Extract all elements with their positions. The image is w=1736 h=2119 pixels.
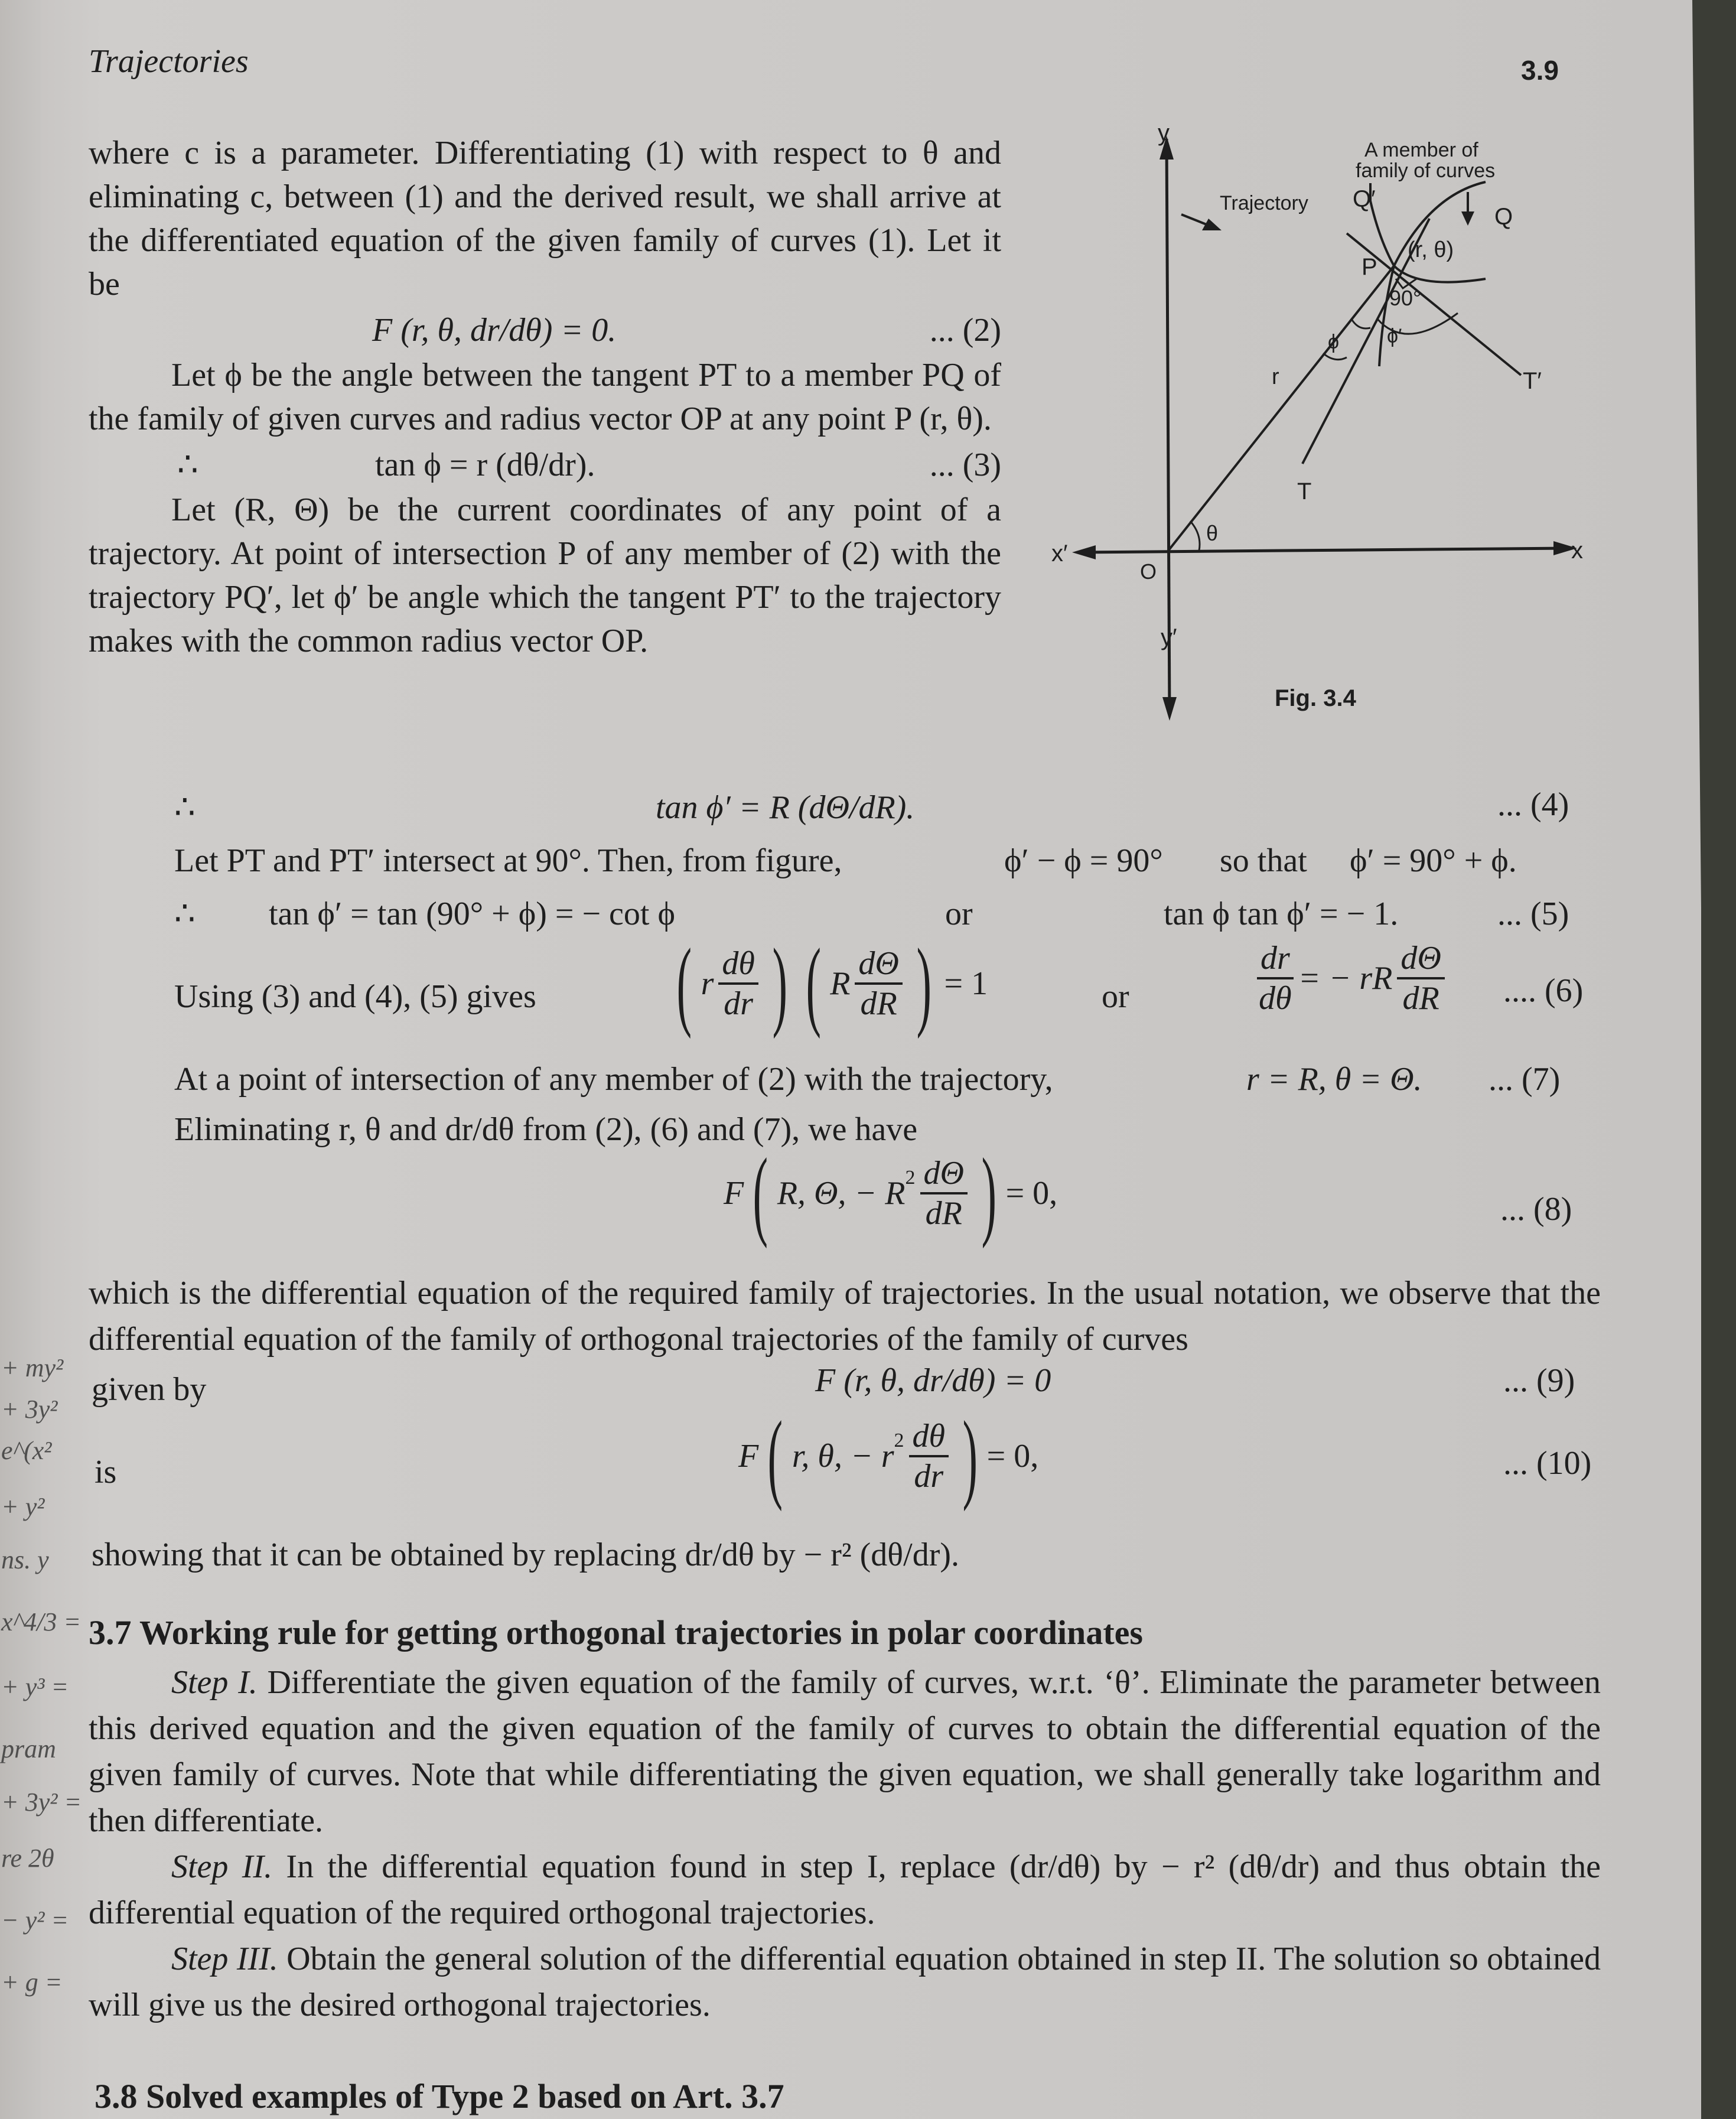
margin-note: − y² =: [1, 1906, 69, 1935]
equation-3: [89, 441, 1001, 488]
left-column: [89, 131, 1001, 663]
label-y: y: [1158, 124, 1170, 146]
paragraph-phi: Let ϕ be the angle between the tangent PT to a member PQ of the family of given curves and radius vector OP at any point P (r, θ).: [89, 357, 1001, 437]
member-pointer-icon: [1461, 211, 1474, 226]
equation-9-tag: ... (9): [1503, 1362, 1575, 1399]
margin-note: + 3y² =: [1, 1788, 82, 1817]
equation-8: F ( R, Θ, − R $^2$ $\frac{d\Theta}{dR}$ ) = 0,: [724, 1138, 1058, 1249]
label-member-1: A member of: [1364, 139, 1478, 161]
paragraph-intro: where c is a parameter. Differentiating (1) with respect to θ and eliminating c, between (1) and the derived result, we shall arrive at the differentiated equation of the given family of curves (1). Let it be: [89, 135, 1001, 302]
margin-note: x^4/3 =: [1, 1607, 82, 1636]
equation-6-product: ( r $\frac{d\theta}{dr}$ ) ( R $\frac{d\Theta}{dR}$ ) = 1: [676, 928, 988, 1039]
therefore-symbol: ∴: [177, 447, 198, 483]
equation-9: F (r, θ, dr/dθ) = 0: [815, 1362, 1051, 1399]
label-y-prime: y′: [1161, 624, 1177, 650]
equation-7: r = R, θ = Θ.: [1246, 1061, 1422, 1098]
angle-arc-phi: [1351, 319, 1370, 328]
so-that: so that: [1220, 842, 1307, 879]
equation-5-right: tan ϕ tan ϕ′ = − 1.: [1164, 896, 1399, 932]
margin-note: ns. y: [1, 1545, 49, 1574]
page-number: 3.9: [1521, 55, 1559, 86]
paragraph-which: which is the differential equation of the required family of trajectories. In the usual notation, we observe that the differential equation of the family of orthogonal trajectories of the family of curves: [89, 1275, 1601, 1358]
equation-6-derivative: $\frac{dr}{d\theta}$ = − rR $\frac{d\Theta}{dR}$: [1252, 939, 1450, 1017]
equation-2: [89, 306, 1001, 353]
figure-3-4: [1051, 124, 1595, 721]
eliminating-statement: Eliminating r, θ and dr/dθ from (2), (6) and (7), we have: [174, 1111, 918, 1148]
section-3-7-heading: 3.7 Working rule for getting orthogonal trajectories in polar coordinates: [89, 1613, 1143, 1652]
equation-4-tag: ... (4): [1497, 786, 1569, 823]
radius-vector-op: [1168, 266, 1394, 551]
label-x-prime: x′: [1051, 541, 1068, 567]
equation-4: tan ϕ′ = R (dΘ/dR).: [656, 789, 915, 826]
label-coords: (r, θ): [1408, 237, 1454, 262]
margin-note: + y²: [1, 1492, 45, 1521]
step-1: Step I. Differentiate the given equation of the family of curves, w.r.t. ‘θ’. Eliminate the parameter between this derived equation and the given equation of the family of curves to obtain the differential equation of the given family of curves. Note that while differentiating the given equation, we shall generally take logarithm and then differentiate.: [89, 1664, 1601, 1839]
phi-difference: ϕ′ − ϕ = 90°: [1004, 842, 1163, 879]
given-by: given by: [92, 1371, 207, 1408]
equation-7-tag: ... (7): [1489, 1061, 1561, 1098]
intersect-statement: Let PT and PT′ intersect at 90°. Then, from figure,: [174, 842, 842, 879]
margin-note: + 3y²: [1, 1395, 58, 1424]
or-text: or: [945, 896, 973, 932]
equation-3-body: tan ϕ = r (dθ/dr).: [375, 447, 595, 483]
label-90: 90°: [1389, 286, 1422, 310]
showing-statement: showing that it can be obtained by replacing dr/dθ by − r² (dθ/dr).: [92, 1537, 959, 1573]
label-q: Q: [1494, 204, 1513, 230]
intersection-statement: At a point of intersection of any member of (2) with the trajectory,: [174, 1061, 1053, 1098]
margin-note: + y³ =: [1, 1672, 69, 1701]
margin-note: + g =: [1, 1968, 63, 1997]
margin-note: e^(x²: [1, 1436, 52, 1465]
label-phi-prime: ϕ′: [1387, 325, 1402, 347]
label-theta: θ: [1206, 521, 1219, 545]
label-trajectory: Trajectory: [1220, 192, 1308, 214]
y-prime-arrow-icon: [1162, 697, 1177, 721]
label-q-prime: Q′: [1353, 186, 1376, 212]
equation-6-tag: .... (6): [1503, 972, 1584, 1009]
x-prime-arrow-icon: [1072, 545, 1096, 559]
therefore-symbol: ∴: [174, 896, 196, 932]
step-3: Step III. Obtain the general solution of the differential equation obtained in step II. The solution so obtained will give us the desired orthogonal trajectories.: [89, 1941, 1601, 2023]
equation-2-body: F (r, θ, dr/dθ) = 0.: [372, 312, 617, 349]
margin-note: + my²: [1, 1353, 64, 1382]
is-text: is: [95, 1454, 117, 1490]
label-member-2: family of curves: [1356, 160, 1496, 182]
section-3-8-heading: 3.8 Solved examples of Type 2 based on Art. 3.7: [95, 2077, 784, 2115]
figure-caption: Fig. 3.4: [1275, 685, 1356, 711]
label-r: r: [1272, 364, 1279, 389]
running-title: Trajectories: [89, 43, 249, 80]
x-axis: [1078, 548, 1568, 552]
equation-2-tag: ... (2): [929, 312, 1001, 349]
equation-10: F ( r, θ, − r $^2$ $\frac{d\theta}{dr}$ ) = 0,: [738, 1401, 1039, 1512]
angle-arc-theta: [1190, 521, 1200, 551]
label-x: x: [1571, 538, 1583, 564]
margin-note: re 2θ: [1, 1844, 54, 1873]
label-origin: O: [1140, 559, 1157, 584]
equation-3-tag: ... (3): [929, 447, 1001, 483]
label-t: T: [1297, 479, 1312, 504]
equation-8-tag: ... (8): [1500, 1191, 1572, 1228]
therefore-symbol: ∴: [174, 789, 196, 826]
paragraph-trajectory: Let (R, Θ) be the current coordinates of any point of a trajectory. At point of intersection P of any member of (2) with the trajectory PQ′, let ϕ′ be angle which the tangent PT′ to the trajectory makes with the common radius vector OP.: [89, 491, 1001, 659]
or-text: or: [1102, 978, 1129, 1015]
section-3-7: [89, 1610, 1601, 2028]
step-2: Step II. In the differential equation found in step I, replace (dr/dθ) by − r² (dθ/dr) and thus obtain the differential equation of the required orthogonal trajectories.: [89, 1848, 1601, 1931]
label-t-prime: T′: [1523, 368, 1542, 394]
equation-10-tag: ... (10): [1503, 1445, 1592, 1482]
equation-5-tag: ... (5): [1497, 896, 1569, 932]
using-statement: Using (3) and (4), (5) gives: [174, 978, 536, 1015]
equation-5-left: tan ϕ′ = tan (90° + ϕ) = − cot ϕ: [269, 896, 675, 932]
phi-prime-value: ϕ′ = 90° + ϕ.: [1350, 842, 1517, 879]
label-phi: ϕ: [1328, 331, 1340, 353]
label-p: P: [1362, 254, 1377, 280]
margin-note: pram: [1, 1734, 56, 1763]
